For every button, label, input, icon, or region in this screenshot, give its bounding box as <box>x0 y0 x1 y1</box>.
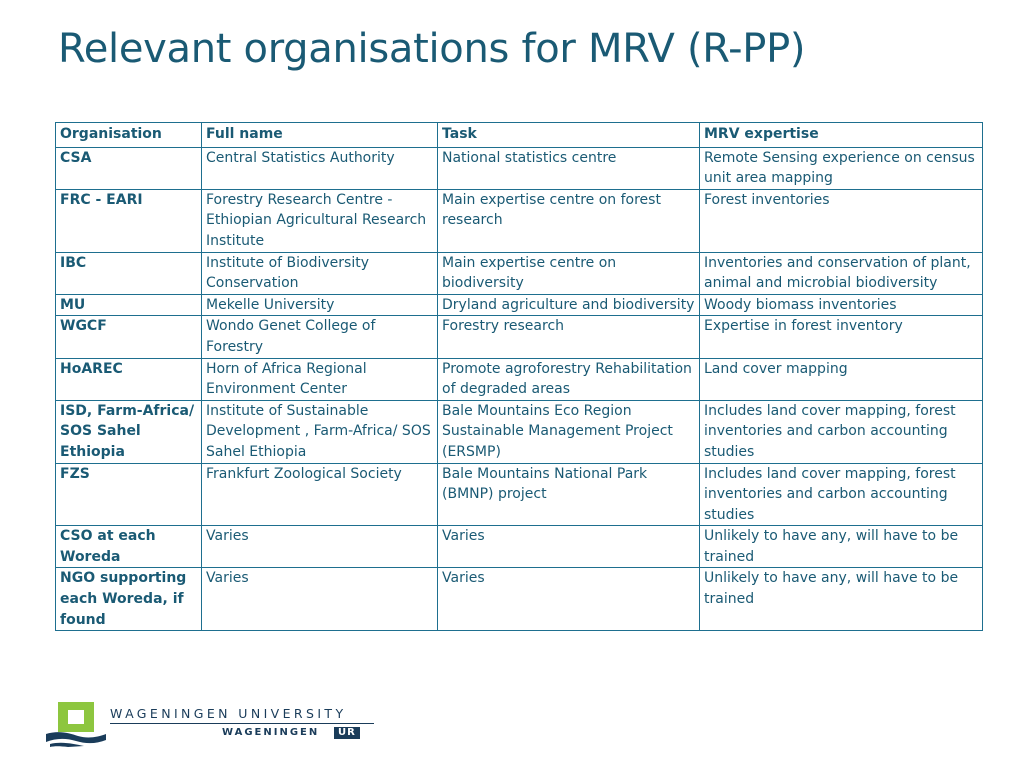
table-row <box>56 294 983 316</box>
cell-mrv-expertise: Land cover mapping <box>700 358 983 400</box>
cell-mrv-expertise: Forest inventories <box>700 189 983 252</box>
cell-mrv-expertise: Inventories and conservation of plant, animal and microbial biodiversity <box>700 252 983 294</box>
cell-organisation: CSO at each Woreda <box>56 526 202 568</box>
brand-box: UR <box>334 727 360 739</box>
table-row <box>56 400 983 463</box>
cell-mrv-expertise: Unlikely to have any, will have to be trained <box>700 526 983 568</box>
cell-mrv-expertise: Expertise in forest inventory <box>700 316 983 358</box>
cell-organisation: NGO supporting each Woreda, if found <box>56 568 202 631</box>
cell-organisation: FRC - EARI <box>56 189 202 252</box>
table-row <box>56 358 983 400</box>
table-row <box>56 316 983 358</box>
cell-organisation: MU <box>56 294 202 316</box>
header-task: Task <box>438 123 700 148</box>
cell-task: Promote agroforestry Rehabilitation of degraded areas <box>438 358 700 400</box>
cell-full-name: Varies <box>202 568 438 631</box>
wageningen-logo-mark-icon <box>44 700 108 748</box>
cell-full-name: Mekelle University <box>202 294 438 316</box>
cell-task: Varies <box>438 526 700 568</box>
cell-organisation: CSA <box>56 147 202 189</box>
cell-full-name: Institute of Sustainable Development , Farm-Africa/ SOS Sahel Ethiopia <box>202 400 438 463</box>
brand-name: WAGENINGEN <box>222 727 320 738</box>
header-mrv-expertise: MRV expertise <box>700 123 983 148</box>
cell-full-name: Horn of Africa Regional Environment Center <box>202 358 438 400</box>
cell-organisation: HoAREC <box>56 358 202 400</box>
cell-task: Dryland agriculture and biodiversity <box>438 294 700 316</box>
cell-full-name: Varies <box>202 526 438 568</box>
header-organisation: Organisation <box>56 123 202 148</box>
table-row <box>56 526 983 568</box>
table-header-row <box>56 123 983 148</box>
slide-title: Relevant organisations for MRV (R-PP) <box>58 26 806 72</box>
cell-task: National statistics centre <box>438 147 700 189</box>
cell-task: Forestry research <box>438 316 700 358</box>
cell-organisation: IBC <box>56 252 202 294</box>
table-row <box>56 189 983 252</box>
cell-task: Bale Mountains Eco Region Sustainable Management Project (ERSMP) <box>438 400 700 463</box>
cell-mrv-expertise: Remote Sensing experience on census unit area mapping <box>700 147 983 189</box>
cell-full-name: Institute of Biodiversity Conservation <box>202 252 438 294</box>
table-row <box>56 463 983 526</box>
cell-task: Varies <box>438 568 700 631</box>
cell-organisation: ISD, Farm-Africa/ SOS Sahel Ethiopia <box>56 400 202 463</box>
university-name: WAGENINGEN UNIVERSITY <box>110 706 347 721</box>
cell-full-name: Central Statistics Authority <box>202 147 438 189</box>
cell-mrv-expertise: Includes land cover mapping, forest inventories and carbon accounting studies <box>700 400 983 463</box>
cell-task: Bale Mountains National Park (BMNP) project <box>438 463 700 526</box>
cell-task: Main expertise centre on forest research <box>438 189 700 252</box>
cell-organisation: WGCF <box>56 316 202 358</box>
table-row <box>56 568 983 631</box>
cell-mrv-expertise: Unlikely to have any, will have to be trained <box>700 568 983 631</box>
cell-mrv-expertise: Includes land cover mapping, forest inventories and carbon accounting studies <box>700 463 983 526</box>
cell-full-name: Wondo Genet College of Forestry <box>202 316 438 358</box>
logo-divider <box>110 723 374 724</box>
table-row <box>56 252 983 294</box>
cell-full-name: Frankfurt Zoological Society <box>202 463 438 526</box>
table-row <box>56 147 983 189</box>
wageningen-logo <box>44 700 384 750</box>
cell-mrv-expertise: Woody biomass inventories <box>700 294 983 316</box>
cell-organisation: FZS <box>56 463 202 526</box>
cell-task: Main expertise centre on biodiversity <box>438 252 700 294</box>
organisations-table <box>55 122 983 631</box>
header-full-name: Full name <box>202 123 438 148</box>
cell-full-name: Forestry Research Centre - Ethiopian Agricultural Research Institute <box>202 189 438 252</box>
